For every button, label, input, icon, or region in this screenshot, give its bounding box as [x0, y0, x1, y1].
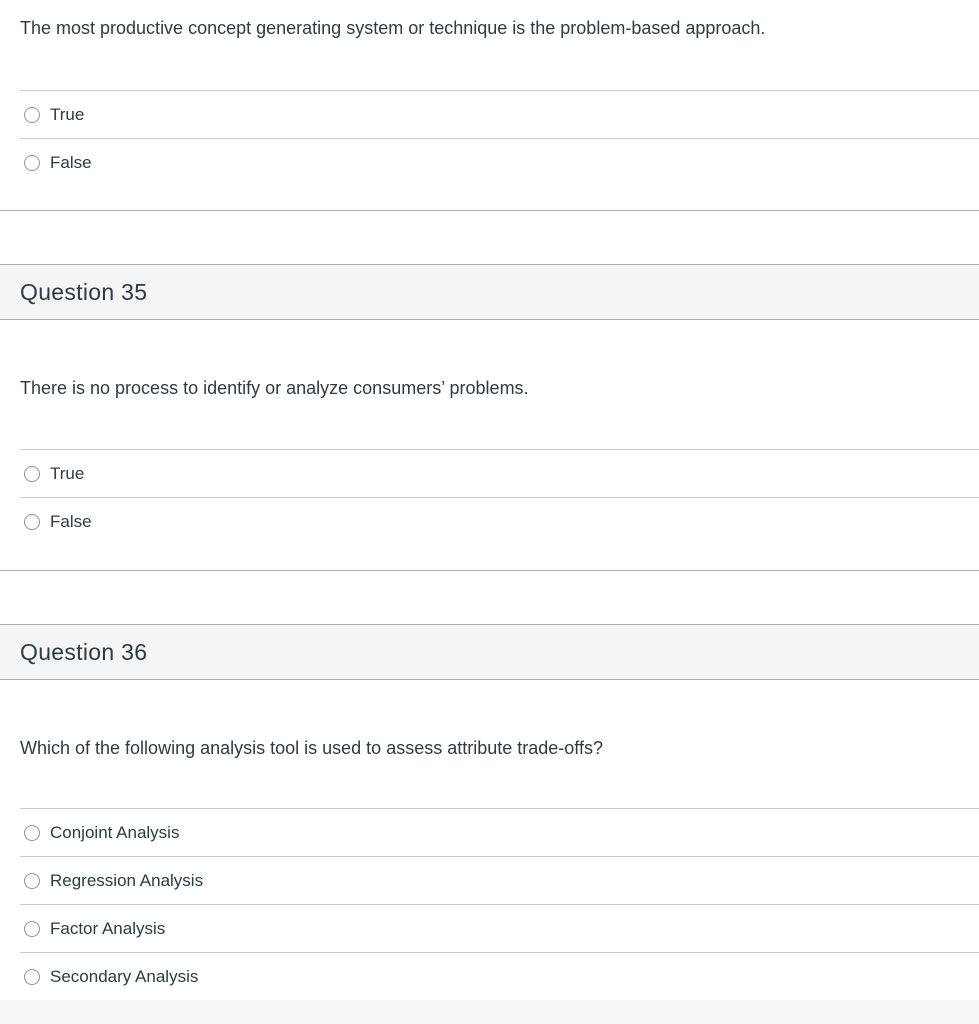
question-35-title: Question 35: [20, 279, 148, 305]
question-34-text: The most productive concept generating system or technique is the problem-based approach.: [20, 18, 766, 38]
question-34-answer-true[interactable]: [20, 90, 979, 138]
question-divider: [0, 570, 979, 571]
answer-label: False: [50, 152, 92, 172]
question-36-text: Which of the following analysis tool is used to assess attribute trade-offs?: [20, 738, 603, 758]
question-35-answer-false[interactable]: [20, 497, 979, 545]
question-36-answers: [20, 808, 979, 1000]
radio-button[interactable]: [24, 921, 40, 937]
answer-label: False: [50, 511, 92, 531]
answer-label: True: [50, 463, 85, 483]
question-36-answer-factor[interactable]: [20, 904, 979, 952]
radio-button[interactable]: [24, 873, 40, 889]
answer-label: Secondary Analysis: [50, 966, 199, 986]
answer-label: Conjoint Analysis: [50, 822, 180, 842]
question-36-header: [0, 624, 979, 680]
question-35-header: [0, 264, 979, 320]
question-35-text: There is no process to identify or analyze consumers’ problems.: [20, 378, 529, 398]
question-34-answers: [20, 90, 979, 186]
question-34-answer-false[interactable]: [20, 138, 979, 186]
answer-label: Factor Analysis: [50, 918, 166, 938]
question-36-answer-conjoint[interactable]: [20, 808, 979, 856]
radio-button[interactable]: [24, 155, 40, 171]
radio-button[interactable]: [24, 466, 40, 482]
radio-button[interactable]: [24, 107, 40, 123]
radio-button[interactable]: [24, 514, 40, 530]
radio-button[interactable]: [24, 825, 40, 841]
question-36-title: Question 36: [20, 639, 148, 665]
question-35-answer-true[interactable]: [20, 449, 979, 497]
answer-label: Regression Analysis: [50, 870, 204, 890]
question-35-answers: [20, 449, 979, 545]
page-footer-band: [0, 1000, 979, 1024]
radio-button[interactable]: [24, 969, 40, 985]
question-36-answer-secondary[interactable]: [20, 952, 979, 1000]
answer-label: True: [50, 104, 85, 124]
question-divider: [0, 210, 979, 211]
question-36-answer-regression[interactable]: [20, 856, 979, 904]
